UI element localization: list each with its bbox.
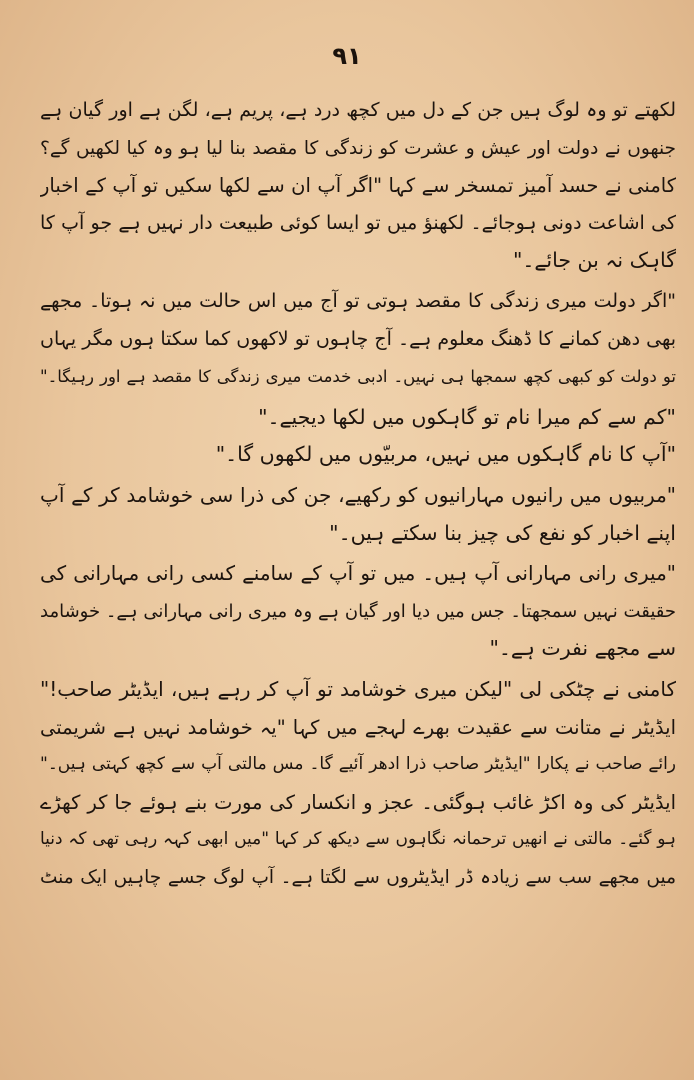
text-line: اپنے اخبار کو نفع کی چیز بنا سکتے ہیں۔" [329,520,676,545]
text-line: گاہک نہ بن جائے۔" [512,248,676,273]
text-line: "مربیوں میں رانیوں مہارانیوں کو رکھیے، جن کی ذرا سی خوشامد کر کے آپ [40,482,676,507]
text-line: کی اشاعت دونی ہوجائے۔ لکھنؤ میں تو ایسا کوئی طبیعت دار نہیں ہے جو آپ کا [40,211,676,234]
text-line: جنھوں نے دولت اور عیش و عشرت کو زندگی کا مقصد بنا لیا ہو وہ کیا لکھیں گے؟ [40,137,676,159]
page-number: ۹۱ [332,42,362,70]
text-line: کامنی نے حسد آمیز تمسخر سے کہا "اگر آپ ان سے لکھا سکیں تو آپ کے اخبار [40,174,676,198]
text-line: "میری رانی مہارانی آپ ہیں۔ میں تو آپ کے سامنے کسی رانی مہارانی کی [40,561,676,586]
text-line: کامنی نے چٹکی لی "لیکن میری خوشامد تو آپ کر رہے ہیں، ایڈیٹر صاحب!" [40,676,676,701]
text-line: ہو گئے۔ مالتی نے انھیں ترحمانہ نگاہوں سے دیکھ کر کہا "میں ابھی کہہ رہی تھی کہ دنیا [40,829,676,850]
text-line: تو دولت کو کبھی کچھ سمجھا ہی نہیں۔ ادبی خدمت میری زندگی کا مقصد ہے اور رہیگا۔" [40,367,676,387]
text-line: حقیقت نہیں سمجھتا۔ جس میں دیا اور گیان ہے وہ میری رانی مہارانی ہے۔ خوشامد [40,600,676,622]
text-line: لکھتے تو وہ لوگ ہیں جن کے دل میں کچھ درد ہے، پریم ہے، لگن ہے اور گیان ہے [40,99,676,121]
text-line: "آپ کا نام گاہکوں میں نہیں، مربیّوں میں لکھوں گا۔" [215,442,676,467]
text-line: ایڈیٹر نے متانت سے عقیدت بھرے لہجے میں کہا "یہ خوشامد نہیں ہے شریمتی [40,715,676,739]
text-line: سے مجھے نفرت ہے۔" [489,636,676,661]
text-line: "اگر دولت میری زندگی کا مقصد ہوتی تو آج میں اس حالت میں نہ ہوتا۔ مجھے [40,289,676,312]
page-body-text [40,92,676,896]
text-line: رائے صاحب نے پکارا "ایڈیٹر صاحب ذرا ادھر آئیے گا۔ مس مالتی آپ سے کچھ کہتی ہیں۔" [40,754,676,775]
text-line: میں مجھے سب سے زیادہ ڈر ایڈیٹروں سے لگتا ہے۔ آپ لوگ جسے چاہیں ایک منٹ [40,866,676,888]
text-line: بھی دھن کمانے کا ڈھنگ معلوم ہے۔ آج چاہوں تو لاکھوں کما سکتا ہوں مگر یہاں [40,327,676,350]
text-line: ایڈیٹر کی وہ اکڑ غائب ہوگئی۔ عجز و انکسار کی مورت بنے ہوئے جا کر کھڑے [40,790,676,814]
text-line: "کم سے کم میرا نام تو گاہکوں میں لکھا دیجیے۔" [258,404,676,429]
